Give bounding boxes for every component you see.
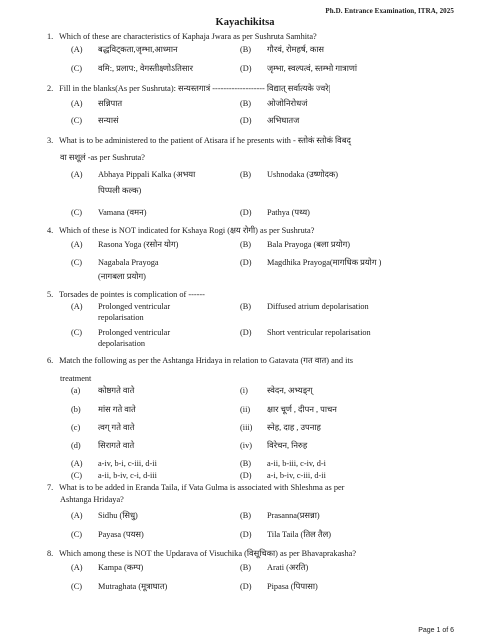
question-6 — [47, 355, 457, 366]
question-3 — [47, 135, 457, 146]
question-number: 7. — [47, 483, 54, 492]
question-stem: Which of these is NOT indicated for Kshaya Rogi (क्षय रोगी) as per Sushruta? — [58, 226, 315, 235]
question-stem-continued: Ashtanga Hridaya? — [60, 495, 124, 504]
question-stem: Torsades de pointes is complication of ------ — [58, 290, 205, 299]
question-7 — [47, 482, 457, 493]
question-number: 2. — [47, 84, 54, 93]
question-stem-continued: treatment — [60, 374, 92, 383]
question-stem-continued: वा सशूलं -as per Sushruta? — [60, 153, 145, 162]
question-stem: Which among these is NOT the Updarava of Visuchika (विसूचिका) as per Bhavaprakasha? — [58, 549, 356, 558]
question-number: 5. — [47, 290, 54, 299]
question-number: 4. — [47, 226, 54, 235]
question-number: 1. — [47, 32, 54, 41]
question-4 — [47, 225, 457, 236]
question-5 — [47, 289, 457, 300]
question-8 — [47, 548, 457, 559]
question-1 — [47, 31, 457, 42]
exam-header: Ph.D. Entrance Examination, ITRA, 2025 — [325, 7, 454, 15]
question-stem: Fill in the blanks(As per Sushruta): सन्यस्तगात्रं ------------------- विद्यात् सर्वात्यके ज्वरे| — [59, 84, 331, 93]
question-stem: Which of these are characteristics of Kaphaja Jwara as per Sushruta Samhita? — [58, 32, 317, 41]
question-number: 8. — [47, 549, 54, 558]
question-number: 6. — [47, 356, 54, 365]
question-stem: What is to be administered to the patient of Atisara if he presents with - स्तोकं स्तोकं विबद् — [58, 136, 351, 145]
page-title: Kayachikitsa — [215, 17, 275, 28]
question-stem: What is to be added in Eranda Taila, if Vata Gulma is associated with Shleshma as per — [58, 483, 345, 492]
question-2 — [47, 83, 457, 94]
question-number: 3. — [47, 136, 54, 145]
question-stem: Match the following as per the Ashtanga Hridaya in relation to Gatavata (गत वात) and its — [59, 356, 353, 365]
exam-page: Ph.D. Entrance Examination, ITRA, 2025 Kayachikitsa 1. Which of these are characteristics of Kaphaja Jwara as per Sushruta Samhita? (A) बद्धविट्कता,जृम्भा,आध्मान (B) गौरवं, रोमहर्ष, कास (C) वमि:, प्रलाप:, वेगस्तीक्ष्णोऽतिसार (D) जृम्भा, स्वल्पत्वं, स्तम्भो गात्राणां 2. Fill in the blanks(As per Sushruta): सन्यस्तगात्रं ------------------- विद्यात् सर्वात्यके ज्वरे| (A) सन्निपात (B) ओजोनिरोधजं (C) सन्यासं (D) अभिघातज 3. What is to be administered to the patient of Atisara if he presents with - स्तोकं स्तोकं विबद् वा सशूलं -as per Sushruta? (A) Abhaya Pippali Kalka (अभया पिप्पली कल्क) (B) Ushnodaka (उष्णोदक) (C) Vamana (वमन) (D) Pathya (पथ्य) 4. Which of these is NOT indicated for Kshaya Rogi (क्षय रोगी) as per Sushruta? (A) Rasona Yoga (रसोन योग) (B) Bala Prayoga (बला प्रयोग) (C) Nagabala Prayoga (नागबला प्रयोग) (D) Magdhika Prayoga(मागधिक प्रयोग ) 5. Torsades de pointes is complication of ------ (A) Prolonged ventricular repolarisation (B) Diffused atrium depolarisation (C) Prolonged ventricular depolarisation (D) Short ventricular repolarisation 6. Match the following as per the Ashtanga Hridaya in relation to Gatavata (गत वात) and its treatment (a) कोष्ठगते वाते (i) स्वेदन, अभ्यङ्ग् (b) मांस गते वाते (ii) क्षार चूर्ण , दीपन , पाचन (c) त्वग् गते वाते (iii) स्नेह, दाह , उपनाह (d) सिरागते वाते (iv) विरेचन, निरुह (A) a-iv, b-i, c-iii, d-ii (B) a-ii, b-iii, c-iv, d-i (C) a-ii, b-iv, c-i, d-iii (D) a-i, b-iv, c-iii, d-ii 7. What is to be added in Eranda Taila, if Vata Gulma is associated with Shleshma as per Ashtanga Hridaya? (A) Sidhu (सिधु) (B) Prasanna(प्रसन्ना) (C) Payasa (पयस) (D) Tila Taila (तिल तैल) 8. Which among these is NOT the Updarava of Visuchika (विसूचिका) as per Bhavaprakasha? (A) Kampa (कम्प) (B) Arati (अरति) (C) Mutraghata (मूत्राघात) (D) Pipasa (पिपासा) Page 1 of 6 — [0, 0, 490, 640]
page-number: Page 1 of 6 — [418, 627, 454, 634]
